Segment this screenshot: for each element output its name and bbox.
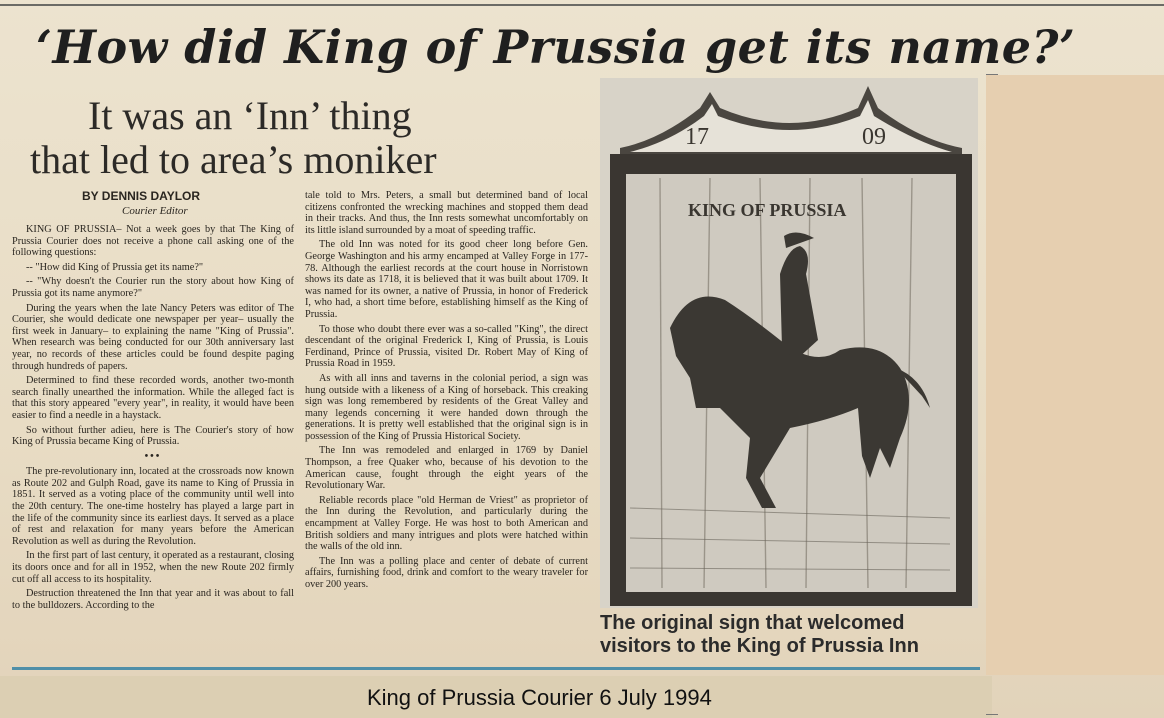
background-margin — [986, 75, 1164, 675]
paragraph: During the years when the late Nancy Peters was editor of The Courier, she would dedicate one newspaper per year– usually the first week in January– to explaining the name "King of Prussia". When research was being conducted for our 30th anniversary last year, no records of these articles could be found despite paging through hundreds of papers. — [12, 302, 294, 372]
subheadline-line-2: that led to area’s moniker — [30, 137, 437, 182]
caption-line-2: visitors to the King of Prussia Inn — [600, 635, 919, 657]
source-label-bar — [0, 676, 992, 718]
section-separator: ••• — [144, 450, 162, 462]
sign-year-right: 09 — [862, 124, 886, 150]
paragraph: As with all inns and taverns in the colonial period, a sign was hung outside with a likeness of a King of horseback. This creaking sign was long remembered by residents of the Great Valley and many legends concerning it were handed down through the generations. It is pretty well established that the original sign is in possession of the King of Prussia Historical Society. — [305, 372, 588, 442]
subheadline — [30, 94, 590, 182]
paragraph: So without further adieu, here is The Courier's story of how King of Prussia became King of Prussia. — [12, 424, 294, 448]
paragraph: The old Inn was noted for its good cheer long before Gen. George Washington and his army encamped at Valley Forge in 177-78. Although the earliest records at the court house in Norristown shows its date as 1718, it is believed that it was built about 1709. It was named for its owner, a native of Prussia, in honor of Frederick I, who had, a short time before, establishing himself as the King of Prussia. — [305, 239, 588, 320]
article-column-1 — [12, 224, 294, 614]
paragraph: In the first part of last century, it operated as a restaurant, closing its doors once and for all in 1952, when the new Route 202 firmly cut off all access to its hospitality. — [12, 550, 294, 585]
inn-sign-photo — [600, 78, 978, 608]
paragraph: To those who doubt there ever was a so-called "King", the direct descendant of the original Frederick I, King of Prussia, is Louis Ferdinand, Prince of Prussia, visited Dr. Robert May of King of Prussia Road in 1959. — [305, 323, 588, 370]
paragraph: -- "How did King of Prussia get its name?" — [26, 261, 204, 273]
paragraph: The Inn was a polling place and center of debate of current affairs, furnishing food, drink and comfort to the weary traveler for over 200 years. — [305, 555, 588, 590]
byline: BY DENNIS DAYLOR — [82, 189, 201, 203]
paragraph: Determined to find these recorded words, another two-month search finally unearthed the information. While the alleged fact is that this story appeared "every year", in reality, it would have been easier to find a needle in a haystack. — [12, 375, 294, 421]
top-rule — [0, 4, 1164, 6]
paragraph: Reliable records place "old Herman de Vriest" as proprietor of the Inn during the Revolution, and particularly during the encampment at Valley Forge. He was host to both American and British soldiers and many intrigues and plots were hatched within the walls of the old inn. — [305, 494, 588, 553]
source-label: King of Prussia Courier 6 July 1994 — [367, 685, 712, 710]
article-column-2 — [305, 190, 588, 594]
headline: ‘How did King of Prussia get its name?’ — [36, 20, 1076, 74]
bottom-rule — [12, 667, 980, 670]
paragraph: The Inn was remodeled and enlarged in 1769 by Daniel Thompson, a free Quaker who, because of his devotion to the American cause, fought through the eight years of the Revolutionary War. — [305, 445, 588, 492]
photo-caption — [600, 612, 980, 658]
author-role: Courier Editor — [122, 205, 188, 217]
subheadline-line-1: It was an ‘Inn’ thing — [88, 93, 412, 138]
crop-mark — [986, 74, 998, 75]
paragraph: KING OF PRUSSIA– Not a week goes by that The King of Prussia Courier does not receive a phone call asking one of the following questions: — [12, 224, 294, 259]
sign-name: KING OF PRUSSIA — [688, 200, 847, 220]
paragraph: -- "Why doesn't the Courier run the story about how King of Prussia got its name anymore?" — [12, 276, 294, 299]
paragraph: Destruction threatened the Inn that year and it was about to fall to the bulldozers. According to the — [12, 588, 294, 611]
sign-year-left: 17 — [685, 124, 709, 150]
paragraph: The pre-revolutionary inn, located at the crossroads now known as Route 202 and Gulph Road, gave its name to King of Prussia in 1851. It served as a voting place of the community until well into the 20th century. The one-time hostelry has played a large part in the life of the community since its earliest days. It served as a place of rest and relaxation for many years before the American Revolution as well as during the Revolution. — [12, 466, 294, 547]
crop-mark — [986, 714, 998, 715]
caption-line-1: The original sign that welcomed — [600, 612, 905, 634]
paragraph: tale told to Mrs. Peters, a small but determined band of local citizens confronted the wrecking machines and stopped them dead in their tracks. And thus, the Inn rests somewhat uncomfortably on its little island surrounded by a moat of speeding traffic. — [305, 190, 588, 236]
